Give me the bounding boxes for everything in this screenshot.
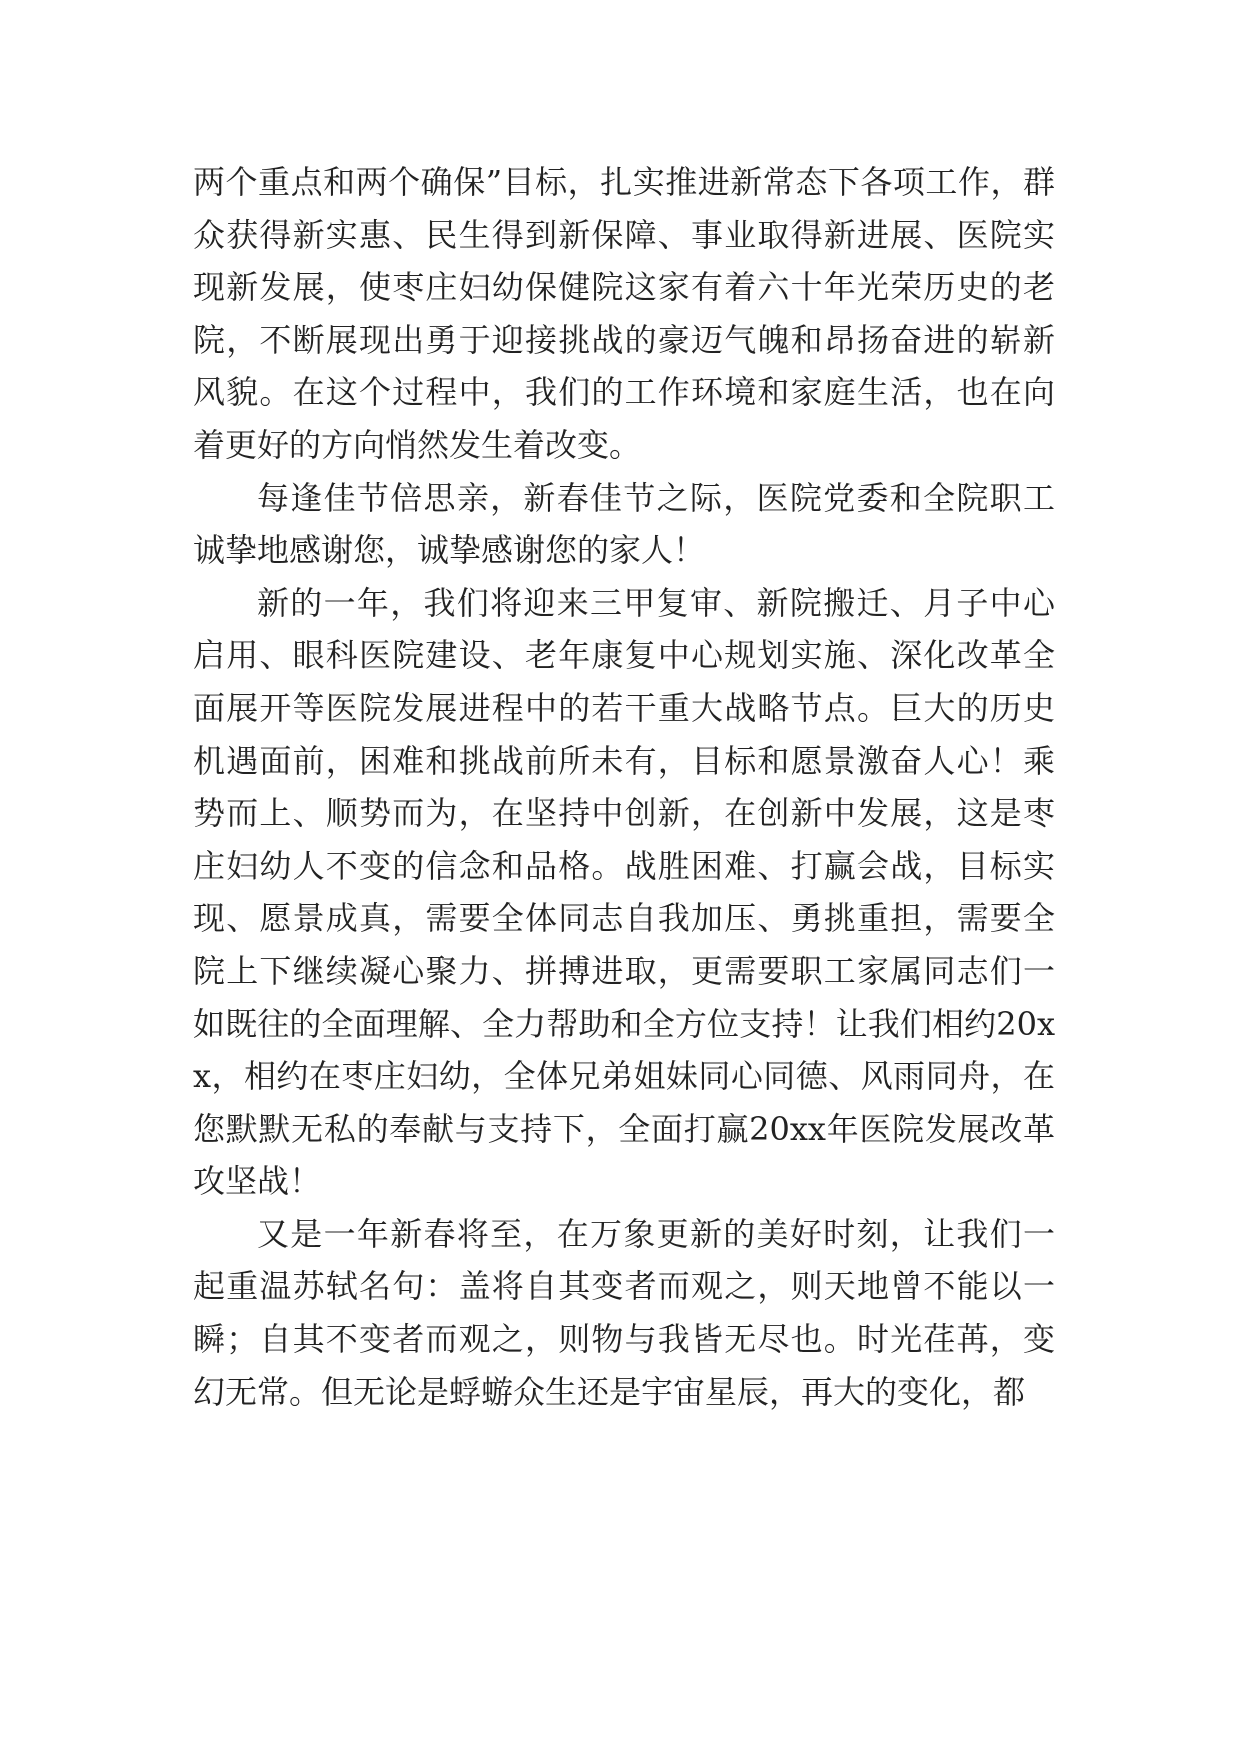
paragraph-closing: 又是一年新春将至，在万象更新的美好时刻，让我们一起重温苏轼名句：盖将自其变者而观之，则天地曾不能以一瞬；自其不变者而观之，则物与我皆无尽也。时光荏苒，变幻无常。但无论是蜉蝣众生还是宇宙星辰，再大的变化，都 xyxy=(193,1214,1055,1411)
paragraph-new-year-plans: 新的一年，我们将迎来三甲复审、新院搬迁、月子中心启用、眼科医院建设、老年康复中心规划实施、深化改革全面展开等医院发展进程中的若干重大战略节点。巨大的历史机遇面前，困难和挑战前所未有，目标和愿景激奋人心！乘势而上、顺势而为，在坚持中创新，在创新中发展，这是枣庄妇幼人不变的信念和品格。战胜困难、打赢会战，目标实现、愿景成真，需要全体同志自我加压、勇挑重担，需要全院上下继续凝心聚力、拼搏进取，更需要职工家属同志们一如既往的全面理解、全力帮助和全方位支持！让我们相约20xx，相约在枣庄妇幼，全体兄弟姐妹同心同德、风雨同舟，在您默默无私的奉献与支持下，全面打赢20xx年医院发展改革攻坚战！ xyxy=(193,583,1055,1201)
document-body xyxy=(193,156,1055,1418)
paragraph-continued: 两个重点和两个确保”目标，扎实推进新常态下各项工作，群众获得新实惠、民生得到新保障、事业取得新进展、医院实现新发展，使枣庄妇幼保健院这家有着六十年光荣历史的老院，不断展现出勇于迎接挑战的豪迈气魄和昂扬奋进的崭新风貌。在这个过程中，我们的工作环境和家庭生活，也在向着更好的方向悄然发生着改变。 xyxy=(193,163,1055,464)
paragraph-greeting: 每逢佳节倍思亲，新春佳节之际，医院党委和全院职工诚挚地感谢您，诚挚感谢您的家人！ xyxy=(193,478,1055,570)
